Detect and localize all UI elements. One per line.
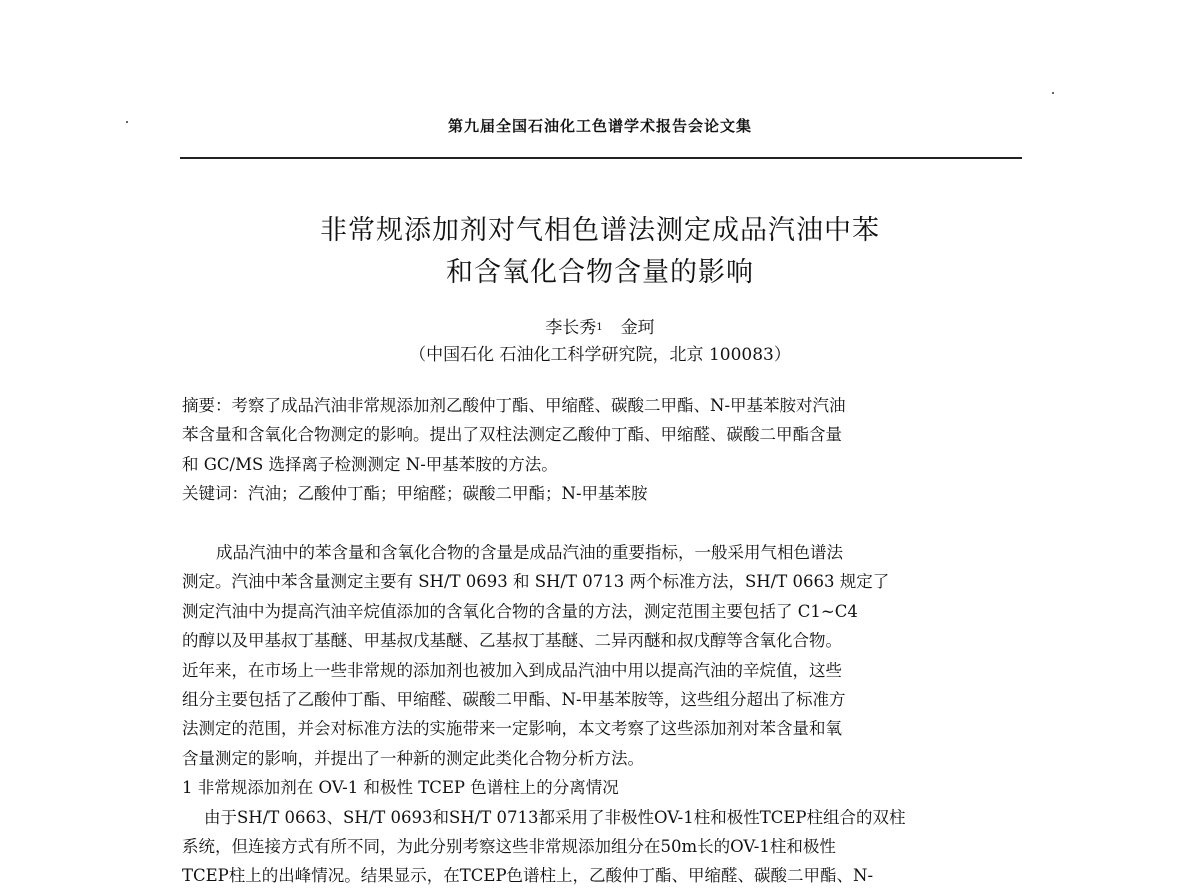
header-rule	[180, 157, 1022, 159]
scan-speck	[1052, 92, 1054, 94]
keywords-line: 关键词：汽油；乙酸仲丁酯；甲缩醛；碳酸二甲酯；N-甲基苯胺	[182, 484, 648, 504]
author-name: 李长秀	[545, 318, 597, 338]
abstract-line: 摘要：考察了成品汽油非常规添加剂乙酸仲丁酯、甲缩醛、碳酸二甲酯、N-甲基苯胺对汽油	[182, 396, 846, 415]
author-name: 金珂	[620, 318, 655, 338]
body-line: 的醇以及甲基叔丁基醚、甲基叔戊基醚、乙基叔丁基醚、二异丙醚和叔戊醇等含氧化合物。	[182, 631, 842, 651]
affiliation-mark: 1	[596, 322, 603, 333]
abstract-line: 苯含量和含氧化合物测定的影响。提出了双柱法测定乙酸仲丁酯、甲缩醛、碳酸二甲酯含量	[182, 425, 842, 445]
body-line: 测定。汽油中苯含量测定主要有 SH/T 0693 和 SH/T 0713 两个标准方法，SH/T 0663 规定了	[182, 572, 890, 592]
body-line: 测定汽油中为提高汽油辛烷值添加的含氧化合物的含量的方法，测定范围主要包括了 C1~C4	[182, 601, 858, 621]
section-heading: 1 非常规添加剂在 OV-1 和极性 TCEP 色谱柱上的分离情况	[182, 778, 619, 798]
title-line-1: 非常规添加剂对气相色谱法测定成品汽油中苯	[320, 215, 880, 246]
scan-speck	[126, 121, 128, 123]
abstract-line: 和 GC/MS 选择离子检测测定 N-甲基苯胺的方法。	[182, 454, 558, 474]
abstract-block	[182, 391, 1022, 509]
body-line: TCEP柱上的出峰情况。结果显示，在TCEP色谱柱上，乙酸仲丁酯、甲缩醛、碳酸二甲酯、N-	[182, 866, 874, 886]
paper-title	[180, 210, 1020, 294]
body-line: 近年来，在市场上一些非常规的添加剂也被加入到成品汽油中用以提高汽油的辛烷值，这些	[182, 660, 842, 680]
body-line: 系统，但连接方式有所不同，为此分别考察这些非常规添加组分在50m长的OV-1柱和极性	[182, 836, 836, 856]
proceedings-header: 第九届全国石油化工色谱学术报告会论文集	[447, 117, 752, 135]
body-line: 法测定的范围，并会对标准方法的实施带来一定影响，本文考察了这些添加剂对苯含量和氧	[182, 719, 842, 739]
body-text	[182, 538, 1022, 891]
body-line: 由于SH/T 0663、SH/T 0693和SH/T 0713都采用了非极性OV-1柱和极性TCEP柱组合的双柱	[204, 807, 906, 827]
title-line-2: 和含氧化合物含量的影响	[446, 257, 754, 288]
body-line: 组分主要包括了乙酸仲丁酯、甲缩醛、碳酸二甲酯、N-甲基苯胺等，这些组分超出了标准方	[182, 689, 846, 709]
body-line: 成品汽油中的苯含量和含氧化合物的含量是成品汽油的重要指标，一般采用气相色谱法	[216, 543, 843, 562]
author-list	[180, 315, 1020, 341]
body-line: 含量测定的影响，并提出了一种新的测定此类化合物分析方法。	[182, 748, 644, 768]
author-affiliation: （中国石化 石油化工科学研究院，北京 100083）	[409, 345, 791, 365]
